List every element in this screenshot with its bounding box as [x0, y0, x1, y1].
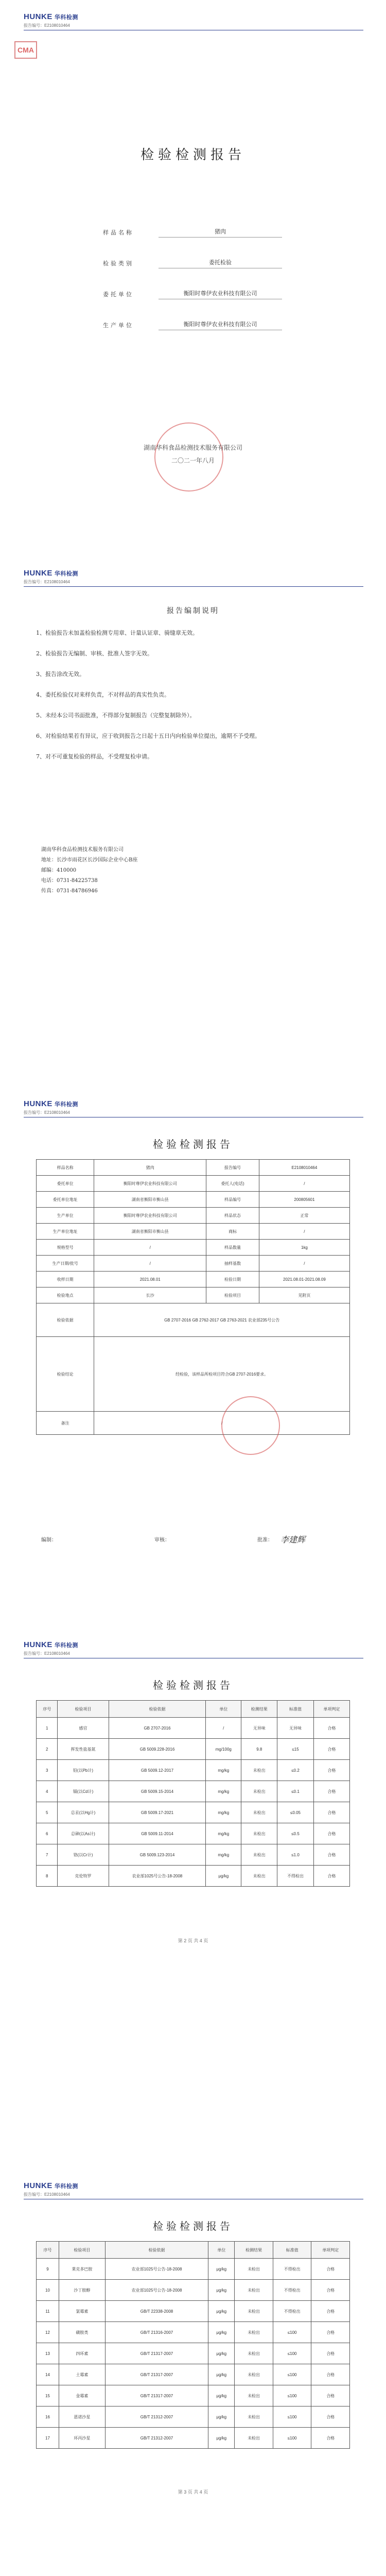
sign-check: 审核： — [154, 1537, 170, 1543]
table-cell: 磺胺类 — [59, 2322, 105, 2343]
info-row — [37, 1240, 350, 1256]
info-value: / — [94, 1412, 350, 1435]
table-cell: μg/kg — [206, 1866, 241, 1887]
table-cell: 恩诺沙星 — [59, 2406, 105, 2428]
brand-logo: HUNKE 华科检测 — [24, 12, 78, 21]
signature: 李建辉 — [280, 1535, 306, 1545]
table-cell: GB/T 21317-2007 — [105, 2385, 208, 2406]
table-row — [37, 2406, 350, 2428]
info-row — [37, 1337, 350, 1412]
note-item: 6、对检验结果若有异议，应于收到报告之日起十五日内向检验单位提出，逾期不予受理。 — [36, 733, 260, 739]
column-header: 检测结果 — [235, 2242, 273, 2259]
table-cell: GB/T 22338-2008 — [105, 2301, 208, 2322]
table-cell: 克伦特罗 — [58, 1866, 109, 1887]
note-item: 5、未经本公司书面批准，不得部分复制报告（完整复制除外）。 — [36, 712, 196, 719]
brand-logo: HUNKE 华科检测 — [24, 1099, 78, 1108]
info-label: 规格型号 — [37, 1240, 94, 1256]
report-number: 报告编号：E2108010464 — [24, 23, 70, 28]
column-header: 标准值 — [277, 1701, 313, 1718]
column-header: 序号 — [37, 2242, 59, 2259]
table-cell: 合格 — [311, 2364, 350, 2385]
info-label: 委托单位 — [37, 1176, 94, 1192]
page-header — [24, 566, 363, 587]
table-cell: 合格 — [311, 2428, 350, 2449]
table-row — [37, 2385, 350, 2406]
table-row — [37, 1718, 350, 1739]
cover-page — [0, 0, 386, 536]
table-row — [37, 2322, 350, 2343]
info-value: 200805601 — [259, 1192, 349, 1208]
table-cell: mg/100g — [206, 1739, 241, 1760]
info-row — [37, 1208, 350, 1224]
sign-edit: 编制： — [41, 1537, 57, 1543]
table-cell: GB 5009.123-2014 — [109, 1844, 206, 1866]
table-cell: 镉(以Cd计) — [58, 1781, 109, 1802]
table-cell: GB/T 21317-2007 — [105, 2343, 208, 2364]
table-cell: GB/T 21312-2007 — [105, 2428, 208, 2449]
contact-line: 邮编：410000 — [41, 868, 77, 873]
cover-field-sample: 样品名称 猪肉 — [103, 227, 278, 238]
table-cell: 合格 — [311, 2385, 350, 2406]
table-cell: ≤100 — [273, 2406, 311, 2428]
info-row — [37, 1303, 350, 1337]
table-cell: 合格 — [313, 1802, 349, 1823]
table-cell: 未检出 — [241, 1802, 277, 1823]
cover-field-client: 委托单位 衡阳时尊伊农业科技有限公司 — [103, 289, 278, 300]
info-row — [37, 1412, 350, 1435]
table-cell: μg/kg — [208, 2301, 235, 2322]
column-header: 检验依据 — [105, 2242, 208, 2259]
table-cell: 农业部1025号公告-18-2008 — [105, 2259, 208, 2280]
table-cell: GB 5009.17-2021 — [109, 1802, 206, 1823]
column-header: 单项判定 — [311, 2242, 350, 2259]
contact-line: 地址：长沙市雨花区长沙国际企业中心B座 — [41, 857, 138, 863]
table-cell: 4 — [37, 1781, 58, 1802]
table-cell: ≤100 — [273, 2428, 311, 2449]
table-row — [37, 2343, 350, 2364]
info-label: 样品编号 — [206, 1192, 259, 1208]
info-value: 猪肉 — [94, 1160, 206, 1176]
table-cell: 13 — [37, 2343, 59, 2364]
table-cell: ≤1.0 — [277, 1844, 313, 1866]
cover-org: 湖南华科食品检测技术服务有限公司 — [143, 444, 242, 451]
cover-date: 二〇二一年八月 — [171, 457, 215, 464]
info-label: 生产单位地址 — [37, 1224, 94, 1240]
table-cell: 感官 — [58, 1718, 109, 1739]
table-row — [37, 1739, 350, 1760]
info-label: 收样日期 — [37, 1272, 94, 1287]
table-cell: 17 — [37, 2428, 59, 2449]
cover-title: 检验检测报告 — [140, 147, 245, 163]
table-cell: 农业部1025号公告-18-2008 — [105, 2280, 208, 2301]
table-cell: ≤0.5 — [277, 1823, 313, 1844]
table-cell: 不得检出 — [273, 2301, 311, 2322]
table-cell: 合格 — [311, 2406, 350, 2428]
page-header — [24, 9, 363, 30]
info-label: 样品数量 — [206, 1240, 259, 1256]
table-cell: 农业部1025号公告-18-2008 — [109, 1866, 206, 1887]
info-label: 检验地点 — [37, 1287, 94, 1303]
table-row — [37, 2364, 350, 2385]
table-cell: μg/kg — [208, 2385, 235, 2406]
results-page-1 — [0, 1628, 386, 2143]
info-label: 检验结论 — [37, 1337, 94, 1412]
info-row — [37, 1160, 350, 1176]
table-cell: 总砷(以As计) — [58, 1823, 109, 1844]
info-value: / — [259, 1256, 349, 1272]
results-table-2 — [36, 2241, 350, 2449]
table-cell: 挥发性盐基氮 — [58, 1739, 109, 1760]
table-cell: / — [206, 1718, 241, 1739]
table-cell: 11 — [37, 2301, 59, 2322]
table-cell: 未检出 — [241, 1823, 277, 1844]
table-row — [37, 1760, 350, 1781]
table-cell: 1 — [37, 1718, 58, 1739]
inspection-stamp — [221, 1396, 280, 1455]
info-row — [37, 1224, 350, 1240]
table-cell: 合格 — [313, 1823, 349, 1844]
table-cell: 未检出 — [235, 2280, 273, 2301]
report-number: 报告编号：E2108010464 — [24, 2192, 70, 2197]
info-label: 生产单位 — [37, 1208, 94, 1224]
notes-title: 报告编制说明 — [167, 607, 219, 615]
table-cell: 6 — [37, 1823, 58, 1844]
table-cell: 未检出 — [235, 2322, 273, 2343]
table-row — [37, 2259, 350, 2280]
table-cell: ≤0.05 — [277, 1802, 313, 1823]
table-cell: 合格 — [313, 1866, 349, 1887]
notes-page — [0, 556, 386, 1061]
column-header: 检测结果 — [241, 1701, 277, 1718]
info-label: 生产日期/批号 — [37, 1256, 94, 1272]
table-cell: 2 — [37, 1739, 58, 1760]
table-cell: ≤100 — [273, 2385, 311, 2406]
info-value: E2108010464 — [259, 1160, 349, 1176]
cover-field-category: 检验类别 委托检验 — [103, 258, 278, 269]
table-cell: 合格 — [311, 2322, 350, 2343]
note-item: 2、检验报告无编制、审核、批准人签字无效。 — [36, 650, 153, 657]
table-cell: μg/kg — [208, 2280, 235, 2301]
contact-block — [41, 845, 137, 896]
table-cell: GB/T 21316-2007 — [105, 2322, 208, 2343]
info-value: 2021.08.01 — [94, 1272, 206, 1287]
table-row — [37, 1802, 350, 1823]
info-row — [37, 1192, 350, 1208]
info-value: / — [94, 1240, 206, 1256]
table-cell: 8 — [37, 1866, 58, 1887]
info-value: 湖南省衡阳市衡山县 — [94, 1224, 206, 1240]
table-cell: 9.8 — [241, 1739, 277, 1760]
note-item: 3、报告涂改无效。 — [36, 671, 85, 677]
info-value: 湖南省衡阳市衡山县 — [94, 1192, 206, 1208]
table-cell: ≤15 — [277, 1739, 313, 1760]
results-page-2 — [0, 2169, 386, 2576]
notes-list — [36, 629, 350, 773]
table-cell: GB 5009.12-2017 — [109, 1760, 206, 1781]
info-label: 检验日期 — [206, 1272, 259, 1287]
column-header: 序号 — [37, 1701, 58, 1718]
note-item: 7、对不可重复检验的样品，不受理复检申请。 — [36, 753, 153, 760]
table-cell: 10 — [37, 2280, 59, 2301]
info-table — [36, 1159, 350, 1435]
column-header: 单位 — [208, 2242, 235, 2259]
table-cell: 环丙沙星 — [59, 2428, 105, 2449]
info-value: 正常 — [259, 1208, 349, 1224]
cover-field-producer: 生产单位 衡阳时尊伊农业科技有限公司 — [103, 319, 278, 331]
contact-line: 电话：0731-84225738 — [41, 878, 98, 884]
table-cell: 未检出 — [241, 1844, 277, 1866]
table-cell: 总汞(以Hg计) — [58, 1802, 109, 1823]
table-cell: GB 5009.15-2014 — [109, 1781, 206, 1802]
contact-line: 湖南华科食品检测技术服务有限公司 — [41, 847, 124, 853]
table-cell: GB 5009.11-2014 — [109, 1823, 206, 1844]
table-cell: 未检出 — [235, 2364, 273, 2385]
table-cell: 合格 — [311, 2259, 350, 2280]
table-cell: 不得检出 — [277, 1866, 313, 1887]
table-cell: 5 — [37, 1802, 58, 1823]
table-cell: 合格 — [311, 2301, 350, 2322]
table-cell: μg/kg — [208, 2259, 235, 2280]
column-header: 标准值 — [273, 2242, 311, 2259]
table-cell: 沙丁胺醇 — [59, 2280, 105, 2301]
report-number: 报告编号：E2108010464 — [24, 580, 70, 584]
table-cell: ≤100 — [273, 2322, 311, 2343]
info-label: 样品名称 — [37, 1160, 94, 1176]
table-row — [37, 1781, 350, 1802]
table-cell: 铅(以Pb计) — [58, 1760, 109, 1781]
info-label: 检验项目 — [206, 1287, 259, 1303]
table-cell: 合格 — [313, 1781, 349, 1802]
table-cell: 未检出 — [241, 1781, 277, 1802]
report-number: 报告编号：E2108010464 — [24, 1110, 70, 1115]
table-cell: 土霉素 — [59, 2364, 105, 2385]
results-title: 检验检测报告 — [153, 2220, 233, 2232]
table-row — [37, 1823, 350, 1844]
table-cell: GB/T 21312-2007 — [105, 2406, 208, 2428]
table-cell: 无异味 — [277, 1718, 313, 1739]
page-number: 第 2 页 共 4 页 — [178, 1938, 208, 1943]
table-cell: 未检出 — [235, 2428, 273, 2449]
table-cell: 合格 — [313, 1760, 349, 1781]
table-cell: GB 2707-2016 — [109, 1718, 206, 1739]
page-header — [24, 1637, 363, 1658]
table-cell: 未检出 — [241, 1866, 277, 1887]
info-value: 衡阳时尊伊农业科技有限公司 — [94, 1176, 206, 1192]
info-row — [37, 1287, 350, 1303]
info-row — [37, 1272, 350, 1287]
results-title: 检验检测报告 — [153, 1679, 233, 1691]
info-page — [0, 1087, 386, 1607]
report-number: 报告编号：E2108010464 — [24, 1651, 70, 1656]
table-cell: μg/kg — [208, 2364, 235, 2385]
table-cell: 15 — [37, 2385, 59, 2406]
info-value: / — [94, 1256, 206, 1272]
table-cell: μg/kg — [208, 2428, 235, 2449]
table-row — [37, 2301, 350, 2322]
table-cell: 合格 — [311, 2280, 350, 2301]
table-cell: 铬(以Cr计) — [58, 1844, 109, 1866]
table-cell: 9 — [37, 2259, 59, 2280]
table-cell: 14 — [37, 2364, 59, 2385]
sign-approve: 批准： — [257, 1537, 273, 1543]
info-label: 委托单位地址 — [37, 1192, 94, 1208]
info-value: 衡阳时尊伊农业科技有限公司 — [94, 1208, 206, 1224]
info-label: 抽样基数 — [206, 1256, 259, 1272]
brand-logo: HUNKE 华科检测 — [24, 1640, 78, 1649]
info-row — [37, 1176, 350, 1192]
table-cell: 合格 — [311, 2343, 350, 2364]
table-cell: 莱克多巴胺 — [59, 2259, 105, 2280]
note-item: 1、检验报告未加盖检验检测专用章、计量认证章、骑缝章无效。 — [36, 630, 198, 636]
table-cell: mg/kg — [206, 1802, 241, 1823]
info-value: 经检验，该样品所检项目符合GB 2707-2016要求。 — [94, 1337, 350, 1412]
table-cell: mg/kg — [206, 1760, 241, 1781]
info-label: 委托人(电话) — [206, 1176, 259, 1192]
table-cell: 四环素 — [59, 2343, 105, 2364]
table-cell: ≤100 — [273, 2343, 311, 2364]
column-header: 单位 — [206, 1701, 241, 1718]
table-cell: μg/kg — [208, 2322, 235, 2343]
info-value: 1kg — [259, 1240, 349, 1256]
table-cell: GB 5009.228-2016 — [109, 1739, 206, 1760]
info-label: 备注 — [37, 1412, 94, 1435]
info-value: 长沙 — [94, 1287, 206, 1303]
cma-seal: CMA — [14, 41, 37, 59]
table-row — [37, 2428, 350, 2449]
table-cell: 不得检出 — [273, 2259, 311, 2280]
info-value: / — [259, 1224, 349, 1240]
table-cell: 7 — [37, 1844, 58, 1866]
info-value: 见附页 — [259, 1287, 349, 1303]
brand-logo: HUNKE 华科检测 — [24, 569, 78, 578]
table-row — [37, 1844, 350, 1866]
info-label: 商标 — [206, 1224, 259, 1240]
table-cell: 金霉素 — [59, 2385, 105, 2406]
table-cell: mg/kg — [206, 1823, 241, 1844]
table-cell: mg/kg — [206, 1781, 241, 1802]
note-item: 4、委托检验仅对来样负责，不对样品的真实性负责。 — [36, 691, 170, 698]
table-cell: 合格 — [313, 1739, 349, 1760]
column-header: 单项判定 — [313, 1701, 349, 1718]
table-cell: 未检出 — [235, 2259, 273, 2280]
column-header: 检验项目 — [59, 2242, 105, 2259]
table-cell: 未检出 — [235, 2301, 273, 2322]
table-cell: 未检出 — [235, 2406, 273, 2428]
table-cell: 未检出 — [235, 2385, 273, 2406]
table-row — [37, 2280, 350, 2301]
table-cell: 3 — [37, 1760, 58, 1781]
table-cell: 12 — [37, 2322, 59, 2343]
info-label: 检验依据 — [37, 1303, 94, 1337]
brand-logo: HUNKE 华科检测 — [24, 2181, 78, 2190]
table-cell: mg/kg — [206, 1844, 241, 1866]
info-title: 检验检测报告 — [153, 1138, 233, 1150]
table-cell: 未检出 — [241, 1760, 277, 1781]
table-cell: 不得检出 — [273, 2280, 311, 2301]
table-cell: ≤100 — [273, 2364, 311, 2385]
table-cell: μg/kg — [208, 2406, 235, 2428]
table-cell: GB/T 21317-2007 — [105, 2364, 208, 2385]
info-value: / — [259, 1176, 349, 1192]
table-cell: 氯霉素 — [59, 2301, 105, 2322]
table-cell: 合格 — [313, 1718, 349, 1739]
table-cell: 未检出 — [235, 2343, 273, 2364]
page-header — [24, 2178, 363, 2199]
info-label: 样品状态 — [206, 1208, 259, 1224]
table-cell: ≤0.2 — [277, 1760, 313, 1781]
info-value: 2021.08.01-2021.08.09 — [259, 1272, 349, 1287]
table-cell: 无异味 — [241, 1718, 277, 1739]
table-cell: μg/kg — [208, 2343, 235, 2364]
contact-line: 传真：0731-84786946 — [41, 888, 98, 894]
info-value: GB 2707-2016 GB 2762-2017 GB 2763-2021 农业部235号公告 — [94, 1303, 350, 1337]
page-number: 第 3 页 共 4 页 — [178, 2489, 208, 2495]
table-cell: ≤0.1 — [277, 1781, 313, 1802]
table-cell: 16 — [37, 2406, 59, 2428]
table-cell: 合格 — [313, 1844, 349, 1866]
table-row — [37, 1866, 350, 1887]
results-table-1 — [36, 1700, 350, 1887]
page-header — [24, 1096, 363, 1117]
info-row — [37, 1256, 350, 1272]
column-header: 检验项目 — [58, 1701, 109, 1718]
column-header: 检验依据 — [109, 1701, 206, 1718]
info-label: 报告编号 — [206, 1160, 259, 1176]
